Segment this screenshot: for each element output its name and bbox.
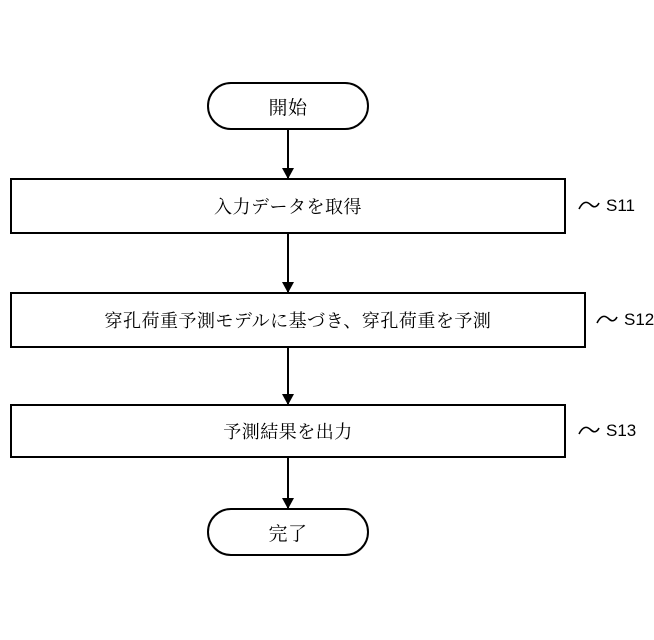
flow-node-s12-label: 穿孔荷重予測モデルに基づき、穿孔荷重を予測 [104, 311, 492, 331]
flow-node-s11-label: 入力データを取得 [214, 197, 362, 217]
step-tag-s11 [578, 196, 635, 216]
step-tag-s12-label: S12 [624, 310, 654, 329]
flow-node-end [207, 508, 369, 556]
arrow-s12-to-s13 [287, 348, 289, 404]
squiggle-icon [578, 200, 600, 212]
step-tag-s13 [578, 421, 636, 441]
flow-node-s11 [10, 178, 566, 234]
arrow-s11-to-s12 [287, 234, 289, 292]
step-tag-s11-label: S11 [606, 196, 635, 215]
squiggle-icon [578, 425, 600, 437]
arrow-s13-to-end [287, 458, 289, 508]
flow-node-end-label: 完了 [268, 523, 308, 545]
step-tag-s12 [596, 310, 654, 330]
arrow-start-to-s11 [287, 130, 289, 178]
flow-node-s13-label: 予測結果を出力 [223, 422, 353, 442]
flow-node-s13 [10, 404, 566, 458]
flow-node-start-label: 開始 [268, 97, 308, 119]
flow-node-start [207, 82, 369, 130]
squiggle-icon [596, 314, 618, 326]
flow-node-s12 [10, 292, 586, 348]
step-tag-s13-label: S13 [606, 421, 637, 440]
